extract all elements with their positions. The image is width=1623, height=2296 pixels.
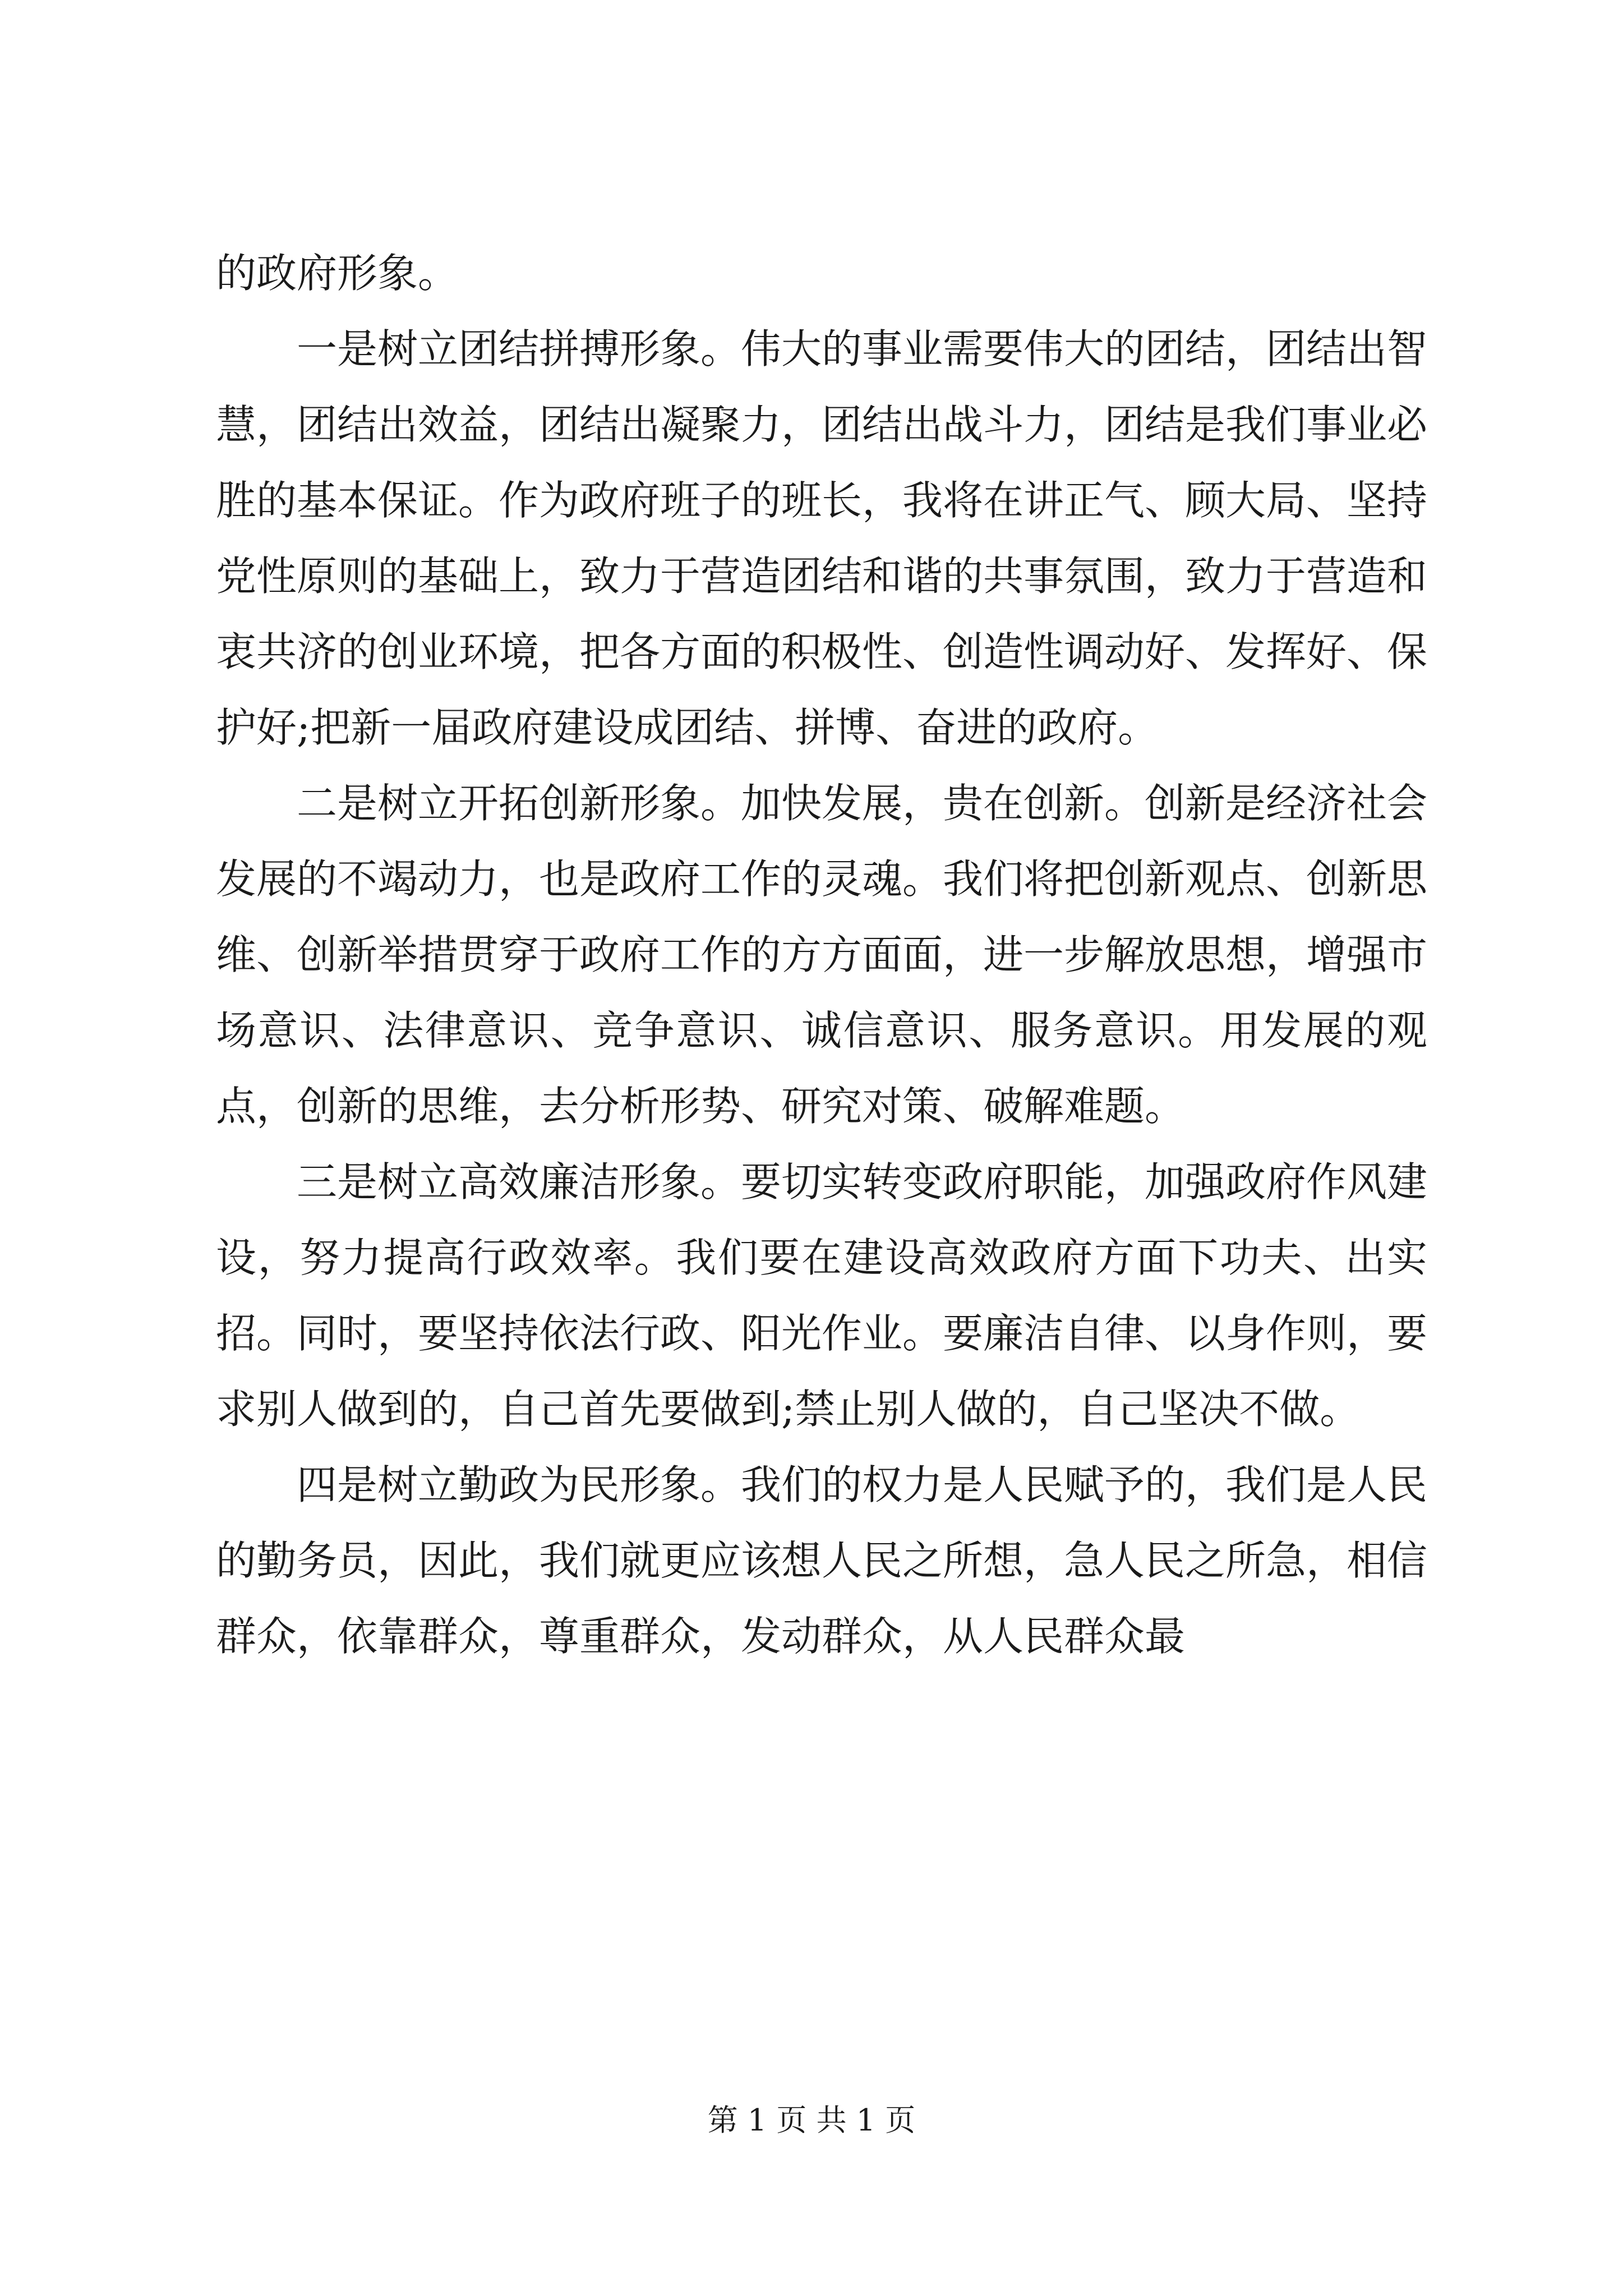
paragraph-unity-image: 一是树立团结拼搏形象。伟大的事业需要伟大的团结，团结出智慧，团结出效益，团结出凝聚力，团结出战斗力，团结是我们事业必胜的基本保证。作为政府班子的班长，我将在讲正气、顾大局、坚持党性原则的基础上，致力于营造团结和谐的共事氛围，致力于营造和衷共济的创业环境，把各方面的积极性、创造性调动好、发挥好、保护好;把新一届政府建设成团结、拼博、奋进的政府。 bbox=[216, 325, 1428, 751]
page-number-footer: 第 1 页 共 1 页 bbox=[707, 2102, 916, 2138]
paragraph-innovation-image: 二是树立开拓创新形象。加快发展，贵在创新。创新是经济社会发展的不竭动力，也是政府工作的灵魂。我们将把创新观点、创新思维、创新举措贯穿于政府工作的方方面面，进一步解放思想，增强市场意识、法律意识、竞争意识、诚信意识、服务意识。用发展的观点，创新的思维，去分析形势、研究对策、破解难题。 bbox=[216, 780, 1428, 1130]
paragraph-efficiency-image: 三是树立高效廉洁形象。要切实转变政府职能，加强政府作风建设，努力提高行政效率。我们要在建设高效政府方面下功夫、出实招。同时，要坚持依法行政、阳光作业。要廉洁自律、以身作则，要求别人做到的，自己首先要做到;禁止别人做的，自己坚决不做。 bbox=[216, 1158, 1428, 1433]
paragraph-diligence-image: 四是树立勤政为民形象。我们的权力是人民赋予的，我们是人民的勤务员，因此，我们就更应该想人民之所想，急人民之所急，相信群众，依靠群众，尊重群众，发动群众，从人民群众最 bbox=[216, 1461, 1428, 1660]
paragraph-continuation: 的政府形象。 bbox=[216, 250, 459, 297]
document-body bbox=[216, 236, 1427, 1674]
